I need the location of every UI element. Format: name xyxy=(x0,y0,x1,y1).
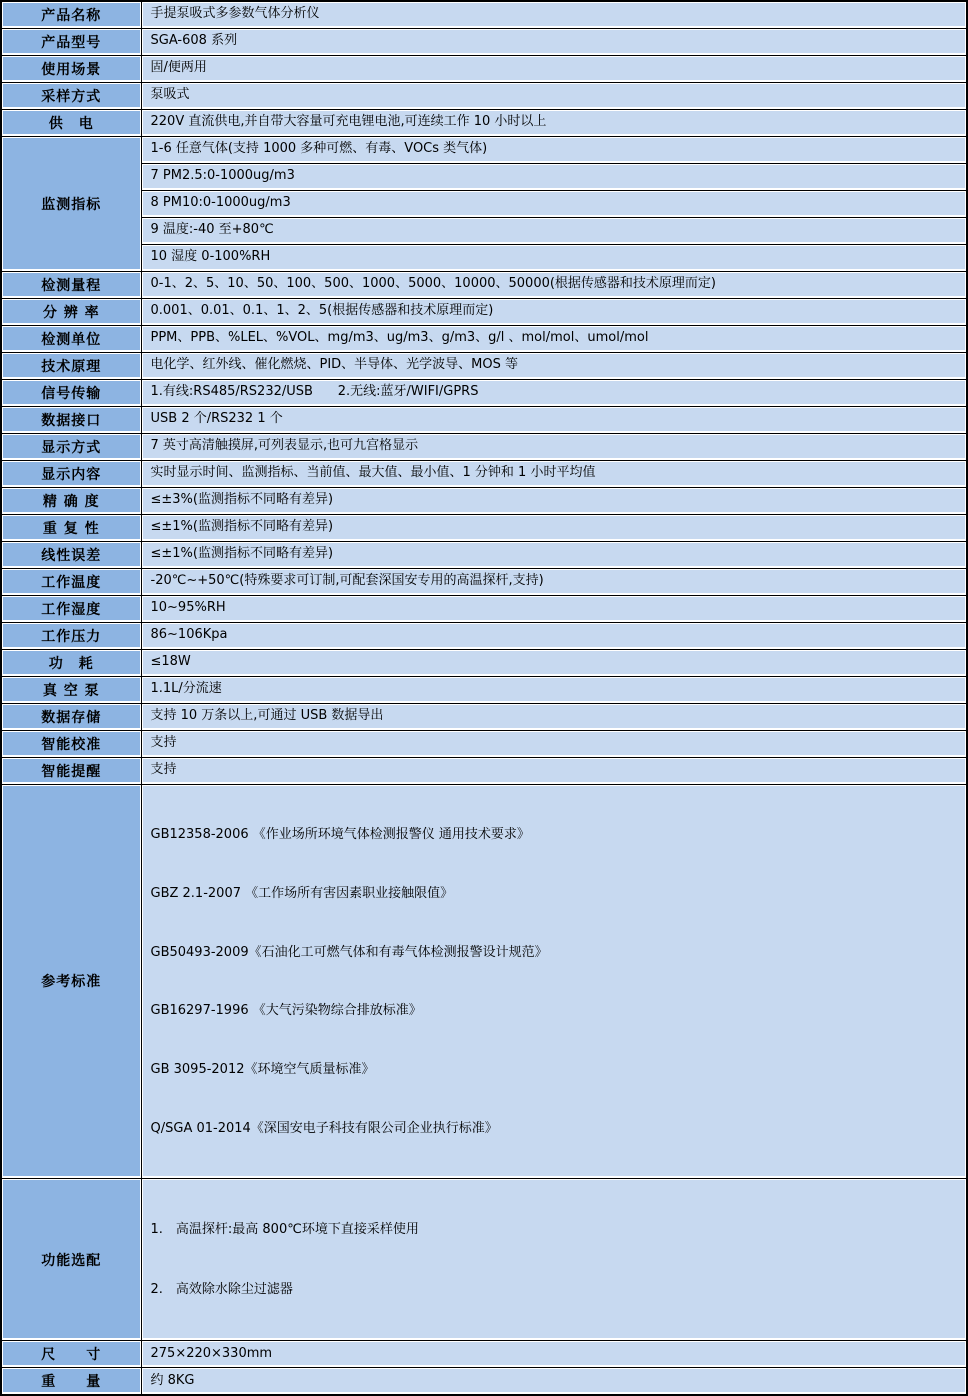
row-data-interface xyxy=(1,406,967,433)
row-power-supply xyxy=(1,109,967,136)
reference-standard-line: GB12358-2006 《作业场所环境气体检测报警仪 通用技术要求》 xyxy=(150,827,530,843)
label-optional-features: 功能选配 xyxy=(1,1179,141,1341)
value-data-interface: USB 2 个/RS232 1 个 xyxy=(141,406,967,433)
row-product-model xyxy=(1,28,967,55)
reference-standard-line: GBZ 2.1-2007 《工作场所有害因素职业接触限值》 xyxy=(150,885,454,901)
value-working-humidity: 10~95%RH xyxy=(141,595,967,622)
row-monitoring-indicators xyxy=(1,190,967,217)
label-working-temperature: 工作温度 xyxy=(1,568,141,595)
label-usage-scenario: 使用场景 xyxy=(1,55,141,82)
value-detection-units: PPM、PPB、%LEL、%VOL、mg/m3、ug/m3、g/m3、g/l 、mol/mol、umol/mol xyxy=(141,325,967,352)
reference-standard-line: GB50493-2009《石油化工可燃气体和有毒气体检测报警设计规范》 xyxy=(150,944,548,960)
label-technical-principle: 技术原理 xyxy=(1,352,141,379)
row-vacuum-pump xyxy=(1,676,967,703)
reference-standard-line: GB 3095-2012《环境空气质量标准》 xyxy=(150,1061,375,1077)
label-sampling-method: 采样方式 xyxy=(1,82,141,109)
value-smart-calibration: 支持 xyxy=(141,730,967,757)
row-power-consumption xyxy=(1,649,967,676)
value-monitoring-indicator-5: 10 湿度 0-100%RH xyxy=(141,244,967,271)
label-data-storage: 数据存储 xyxy=(1,703,141,730)
value-optional-features xyxy=(141,1179,967,1341)
row-smart-calibration xyxy=(1,730,967,757)
row-working-temperature xyxy=(1,568,967,595)
label-resolution: 分 辨 率 xyxy=(1,298,141,325)
row-optional-features xyxy=(1,1179,967,1341)
value-power-supply: 220V 直流供电,并自带大容量可充电锂电池,可连续工作 10 小时以上 xyxy=(141,109,967,136)
value-dimensions: 275×220×330mm xyxy=(141,1341,967,1368)
row-accuracy xyxy=(1,487,967,514)
value-vacuum-pump: 1.1L/分流速 xyxy=(141,676,967,703)
label-working-humidity: 工作湿度 xyxy=(1,595,141,622)
row-data-storage xyxy=(1,703,967,730)
label-linearity-error: 线性误差 xyxy=(1,541,141,568)
label-data-interface: 数据接口 xyxy=(1,406,141,433)
label-repeatability: 重 复 性 xyxy=(1,514,141,541)
optional-feature-line: 2. 高效除水除尘过滤器 xyxy=(150,1281,293,1297)
value-detection-range: 0-1、2、5、10、50、100、500、1000、5000、10000、50000(根据传感器和技术原理而定) xyxy=(141,271,967,298)
row-monitoring-indicators xyxy=(1,136,967,163)
row-detection-range xyxy=(1,271,967,298)
row-monitoring-indicators xyxy=(1,217,967,244)
row-display-mode xyxy=(1,433,967,460)
value-working-temperature: -20℃~+50℃(特殊要求可订制,可配套深国安专用的高温探杆,支持) xyxy=(141,568,967,595)
value-accuracy: ≤±3%(监测指标不同略有差异) xyxy=(141,487,967,514)
label-power-consumption: 功 耗 xyxy=(1,649,141,676)
row-signal-transmission xyxy=(1,379,967,406)
row-usage-scenario xyxy=(1,55,967,82)
row-working-humidity xyxy=(1,595,967,622)
row-working-pressure xyxy=(1,622,967,649)
value-monitoring-indicator-3: 8 PM10:0-1000ug/m3 xyxy=(141,190,967,217)
row-technical-principle xyxy=(1,352,967,379)
value-smart-reminder: 支持 xyxy=(141,757,967,784)
row-weight xyxy=(1,1368,967,1395)
value-working-pressure: 86~106Kpa xyxy=(141,622,967,649)
value-monitoring-indicator-2: 7 PM2.5:0-1000ug/m3 xyxy=(141,163,967,190)
row-linearity-error xyxy=(1,541,967,568)
value-signal-transmission: 1.有线:RS485/RS232/USB 2.无线:蓝牙/WIFI/GPRS xyxy=(141,379,967,406)
row-sampling-method xyxy=(1,82,967,109)
label-display-mode: 显示方式 xyxy=(1,433,141,460)
label-smart-reminder: 智能提醒 xyxy=(1,757,141,784)
value-reference-standards xyxy=(141,784,967,1179)
value-resolution: 0.001、0.01、0.1、1、2、5(根据传感器和技术原理而定) xyxy=(141,298,967,325)
row-detection-units xyxy=(1,325,967,352)
label-signal-transmission: 信号传输 xyxy=(1,379,141,406)
label-smart-calibration: 智能校准 xyxy=(1,730,141,757)
value-display-content: 实时显示时间、监测指标、当前值、最大值、最小值、1 分钟和 1 小时平均值 xyxy=(141,460,967,487)
reference-standard-line: Q/SGA 01-2014《深国安电子科技有限公司企业执行标准》 xyxy=(150,1120,498,1136)
value-data-storage: 支持 10 万条以上,可通过 USB 数据导出 xyxy=(141,703,967,730)
value-product-model: SGA-608 系列 xyxy=(141,28,967,55)
row-dimensions xyxy=(1,1341,967,1368)
row-reference-standards xyxy=(1,784,967,1179)
row-resolution xyxy=(1,298,967,325)
label-weight: 重 量 xyxy=(1,1368,141,1395)
row-repeatability xyxy=(1,514,967,541)
row-product-name xyxy=(1,1,967,28)
row-display-content xyxy=(1,460,967,487)
value-product-name: 手提泵吸式多参数气体分析仪 xyxy=(141,1,967,28)
value-power-consumption: ≤18W xyxy=(141,649,967,676)
label-product-name: 产品名称 xyxy=(1,1,141,28)
label-dimensions: 尺 寸 xyxy=(1,1341,141,1368)
label-accuracy: 精 确 度 xyxy=(1,487,141,514)
value-technical-principle: 电化学、红外线、催化燃烧、PID、半导体、光学波导、MOS 等 xyxy=(141,352,967,379)
optional-feature-line: 1. 高温探杆:最高 800℃环境下直接采样使用 xyxy=(150,1222,419,1237)
reference-standard-line: GB16297-1996 《大气污染物综合排放标准》 xyxy=(150,1003,422,1019)
label-detection-range: 检测量程 xyxy=(1,271,141,298)
label-monitoring-indicators: 监测指标 xyxy=(1,136,141,271)
row-monitoring-indicators xyxy=(1,244,967,271)
value-monitoring-indicator-1: 1-6 任意气体(支持 1000 多种可燃、有毒、VOCs 类气体) xyxy=(141,136,967,163)
label-display-content: 显示内容 xyxy=(1,460,141,487)
label-vacuum-pump: 真 空 泵 xyxy=(1,676,141,703)
value-weight: 约 8KG xyxy=(141,1368,967,1395)
value-repeatability: ≤±1%(监测指标不同略有差异) xyxy=(141,514,967,541)
label-product-model: 产品型号 xyxy=(1,28,141,55)
value-display-mode: 7 英寸高清触摸屏,可列表显示,也可九宫格显示 xyxy=(141,433,967,460)
value-linearity-error: ≤±1%(监测指标不同略有差异) xyxy=(141,541,967,568)
value-usage-scenario: 固/便两用 xyxy=(141,55,967,82)
row-monitoring-indicators xyxy=(1,163,967,190)
value-sampling-method: 泵吸式 xyxy=(141,82,967,109)
label-reference-standards: 参考标准 xyxy=(1,784,141,1179)
value-monitoring-indicator-4: 9 温度:-40 至+80℃ xyxy=(141,217,967,244)
label-detection-units: 检测单位 xyxy=(1,325,141,352)
row-smart-reminder xyxy=(1,757,967,784)
label-power-supply: 供 电 xyxy=(1,109,141,136)
label-working-pressure: 工作压力 xyxy=(1,622,141,649)
